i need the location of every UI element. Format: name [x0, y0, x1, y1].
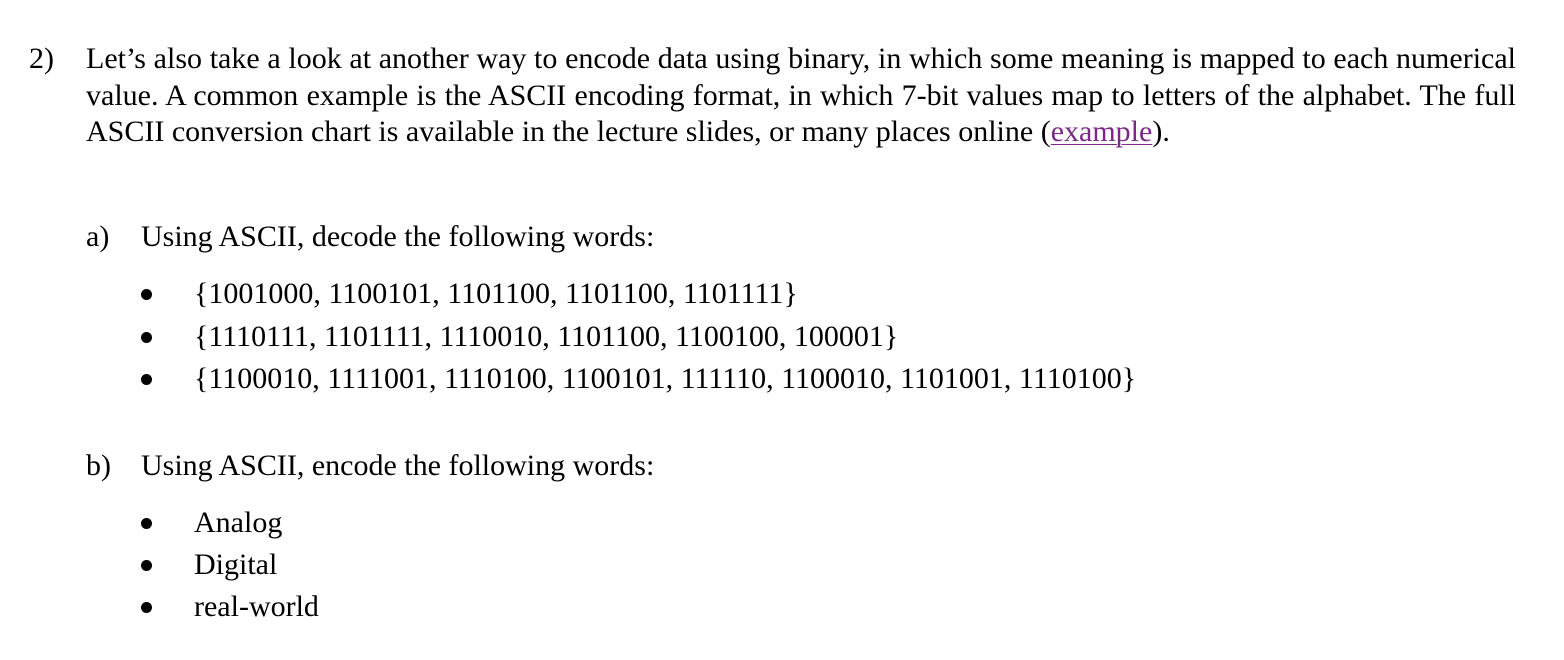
- part-a-list: [138, 276, 1136, 404]
- list-item: [138, 547, 319, 589]
- list-item: [138, 361, 1136, 404]
- part-b-prompt: Using ASCII, encode the following words:: [141, 449, 655, 482]
- part-b-list: [138, 505, 319, 631]
- list-item-text: {1110111, 1101111, 1110010, 1101100, 1100100, 100001}: [194, 319, 899, 353]
- question-body: [86, 41, 1516, 151]
- bullet-icon: [141, 602, 152, 613]
- list-item-text: {1100010, 1111001, 1110100, 1100101, 111110, 1100010, 1101001, 1110100}: [194, 362, 1137, 395]
- example-link[interactable]: example: [1050, 115, 1153, 148]
- part-a-label: a): [86, 220, 110, 253]
- bullet-icon: [141, 332, 152, 343]
- part-b-heading: [86, 448, 654, 484]
- part-a-prompt: Using ASCII, decode the following words:: [141, 220, 655, 253]
- part-b-label: b): [86, 449, 111, 482]
- part-a-heading: [86, 219, 654, 255]
- bullet-icon: [141, 374, 152, 385]
- question-text-end: ).: [1152, 115, 1170, 148]
- list-item: [138, 319, 1136, 362]
- bullet-icon: [141, 560, 152, 571]
- bullet-icon: [141, 518, 152, 529]
- list-item-text: real-world: [194, 590, 319, 623]
- list-item: [138, 505, 319, 547]
- list-item: [138, 589, 319, 631]
- list-item-text: {1001000, 1100101, 1101100, 1101100, 1101111}: [194, 277, 798, 310]
- question-number: 2): [29, 42, 54, 75]
- list-item: [138, 276, 1136, 319]
- list-item-text: Digital: [194, 548, 278, 581]
- list-item-text: Analog: [194, 506, 283, 539]
- bullet-icon: [141, 289, 152, 300]
- question-text: Let’s also take a look at another way to encode data using binary, in which some meaning is mapped to each numerical value. A common example is the ASCII encoding format, in which 7-bit values map to letters of the alphabet. The full ASCII conversion chart is available in the lecture slides, or many places online (: [86, 42, 1516, 148]
